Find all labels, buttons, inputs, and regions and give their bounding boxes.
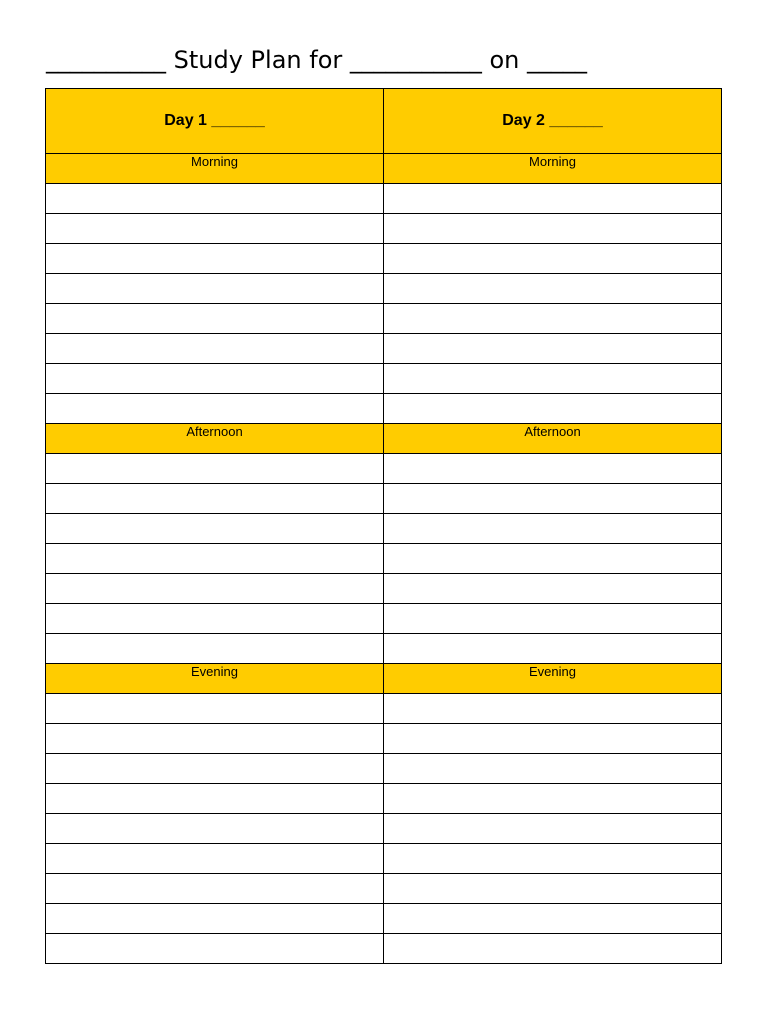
evening-entry-row [46, 934, 722, 964]
day-1-evening-entry-cell[interactable] [46, 694, 384, 724]
day-1-morning-entry-cell[interactable] [46, 364, 384, 394]
evening-entry-row [46, 784, 722, 814]
day-2-morning-entry-cell[interactable] [384, 334, 722, 364]
day-2-evening-entry-cell[interactable] [384, 694, 722, 724]
day-1-afternoon-entry-cell[interactable] [46, 544, 384, 574]
day-2-morning-entry-cell[interactable] [384, 304, 722, 334]
day-2-evening-entry-cell[interactable] [384, 844, 722, 874]
day-2-evening-entry-cell[interactable] [384, 874, 722, 904]
day-1-header: Day 1 ______ [46, 89, 384, 154]
day-1-morning-entry-cell[interactable] [46, 184, 384, 214]
day-1-morning-entry-cell[interactable] [46, 304, 384, 334]
afternoon-entry-row [46, 454, 722, 484]
day-1-evening-label: Evening [46, 664, 384, 694]
day-2-afternoon-entry-cell[interactable] [384, 454, 722, 484]
morning-entry-row [46, 304, 722, 334]
day-1-evening-entry-cell[interactable] [46, 724, 384, 754]
day-1-evening-entry-cell[interactable] [46, 934, 384, 964]
day-2-morning-entry-cell[interactable] [384, 364, 722, 394]
day-2-afternoon-entry-cell[interactable] [384, 544, 722, 574]
day-1-afternoon-entry-cell[interactable] [46, 484, 384, 514]
afternoon-entry-row [46, 544, 722, 574]
day-1-morning-entry-cell[interactable] [46, 214, 384, 244]
day-2-morning-entry-cell[interactable] [384, 214, 722, 244]
evening-entry-row [46, 904, 722, 934]
day-1-morning-label: Morning [46, 154, 384, 184]
day-1-evening-entry-cell[interactable] [46, 784, 384, 814]
day-2-morning-entry-cell[interactable] [384, 244, 722, 274]
morning-entry-row [46, 364, 722, 394]
day-1-morning-entry-cell[interactable] [46, 334, 384, 364]
day-1-evening-entry-cell[interactable] [46, 814, 384, 844]
day-1-evening-entry-cell[interactable] [46, 754, 384, 784]
day-2-evening-entry-cell[interactable] [384, 814, 722, 844]
evening-entry-row [46, 694, 722, 724]
day-2-evening-label: Evening [384, 664, 722, 694]
day-2-morning-entry-cell[interactable] [384, 274, 722, 304]
afternoon-entry-row [46, 514, 722, 544]
study-plan-table [45, 88, 722, 964]
evening-entry-row [46, 724, 722, 754]
day-1-morning-entry-cell[interactable] [46, 244, 384, 274]
day-1-evening-entry-cell[interactable] [46, 904, 384, 934]
morning-entry-row [46, 334, 722, 364]
day-2-afternoon-entry-cell[interactable] [384, 574, 722, 604]
day-1-afternoon-entry-cell[interactable] [46, 634, 384, 664]
morning-entry-row [46, 244, 722, 274]
day-2-afternoon-entry-cell[interactable] [384, 634, 722, 664]
day-2-evening-entry-cell[interactable] [384, 724, 722, 754]
day-2-header: Day 2 ______ [384, 89, 722, 154]
day-2-afternoon-entry-cell[interactable] [384, 484, 722, 514]
day-1-afternoon-entry-cell[interactable] [46, 574, 384, 604]
day-1-morning-entry-cell[interactable] [46, 394, 384, 424]
day-1-afternoon-label: Afternoon [46, 424, 384, 454]
morning-entry-row [46, 214, 722, 244]
afternoon-entry-row [46, 604, 722, 634]
study-plan-body [46, 89, 722, 964]
day-1-afternoon-entry-cell[interactable] [46, 454, 384, 484]
morning-section-row [46, 154, 722, 184]
day-1-morning-entry-cell[interactable] [46, 274, 384, 304]
day-2-afternoon-label: Afternoon [384, 424, 722, 454]
evening-entry-row [46, 844, 722, 874]
day-1-evening-entry-cell[interactable] [46, 844, 384, 874]
day-2-afternoon-entry-cell[interactable] [384, 604, 722, 634]
day-2-evening-entry-cell[interactable] [384, 784, 722, 814]
afternoon-section-row [46, 424, 722, 454]
evening-entry-row [46, 874, 722, 904]
afternoon-entry-row [46, 574, 722, 604]
afternoon-entry-row [46, 484, 722, 514]
morning-entry-row [46, 394, 722, 424]
evening-section-row [46, 664, 722, 694]
day-1-afternoon-entry-cell[interactable] [46, 604, 384, 634]
day-2-evening-entry-cell[interactable] [384, 934, 722, 964]
evening-entry-row [46, 814, 722, 844]
day-2-evening-entry-cell[interactable] [384, 754, 722, 784]
day-2-morning-entry-cell[interactable] [384, 394, 722, 424]
day-2-morning-entry-cell[interactable] [384, 184, 722, 214]
page-title: __________ Study Plan for ___________ on _____ [46, 46, 588, 74]
day-1-evening-entry-cell[interactable] [46, 874, 384, 904]
morning-entry-row [46, 184, 722, 214]
day-1-afternoon-entry-cell[interactable] [46, 514, 384, 544]
evening-entry-row [46, 754, 722, 784]
afternoon-entry-row [46, 634, 722, 664]
morning-entry-row [46, 274, 722, 304]
day-2-afternoon-entry-cell[interactable] [384, 514, 722, 544]
day-2-morning-label: Morning [384, 154, 722, 184]
day-header-row [46, 89, 722, 154]
day-2-evening-entry-cell[interactable] [384, 904, 722, 934]
